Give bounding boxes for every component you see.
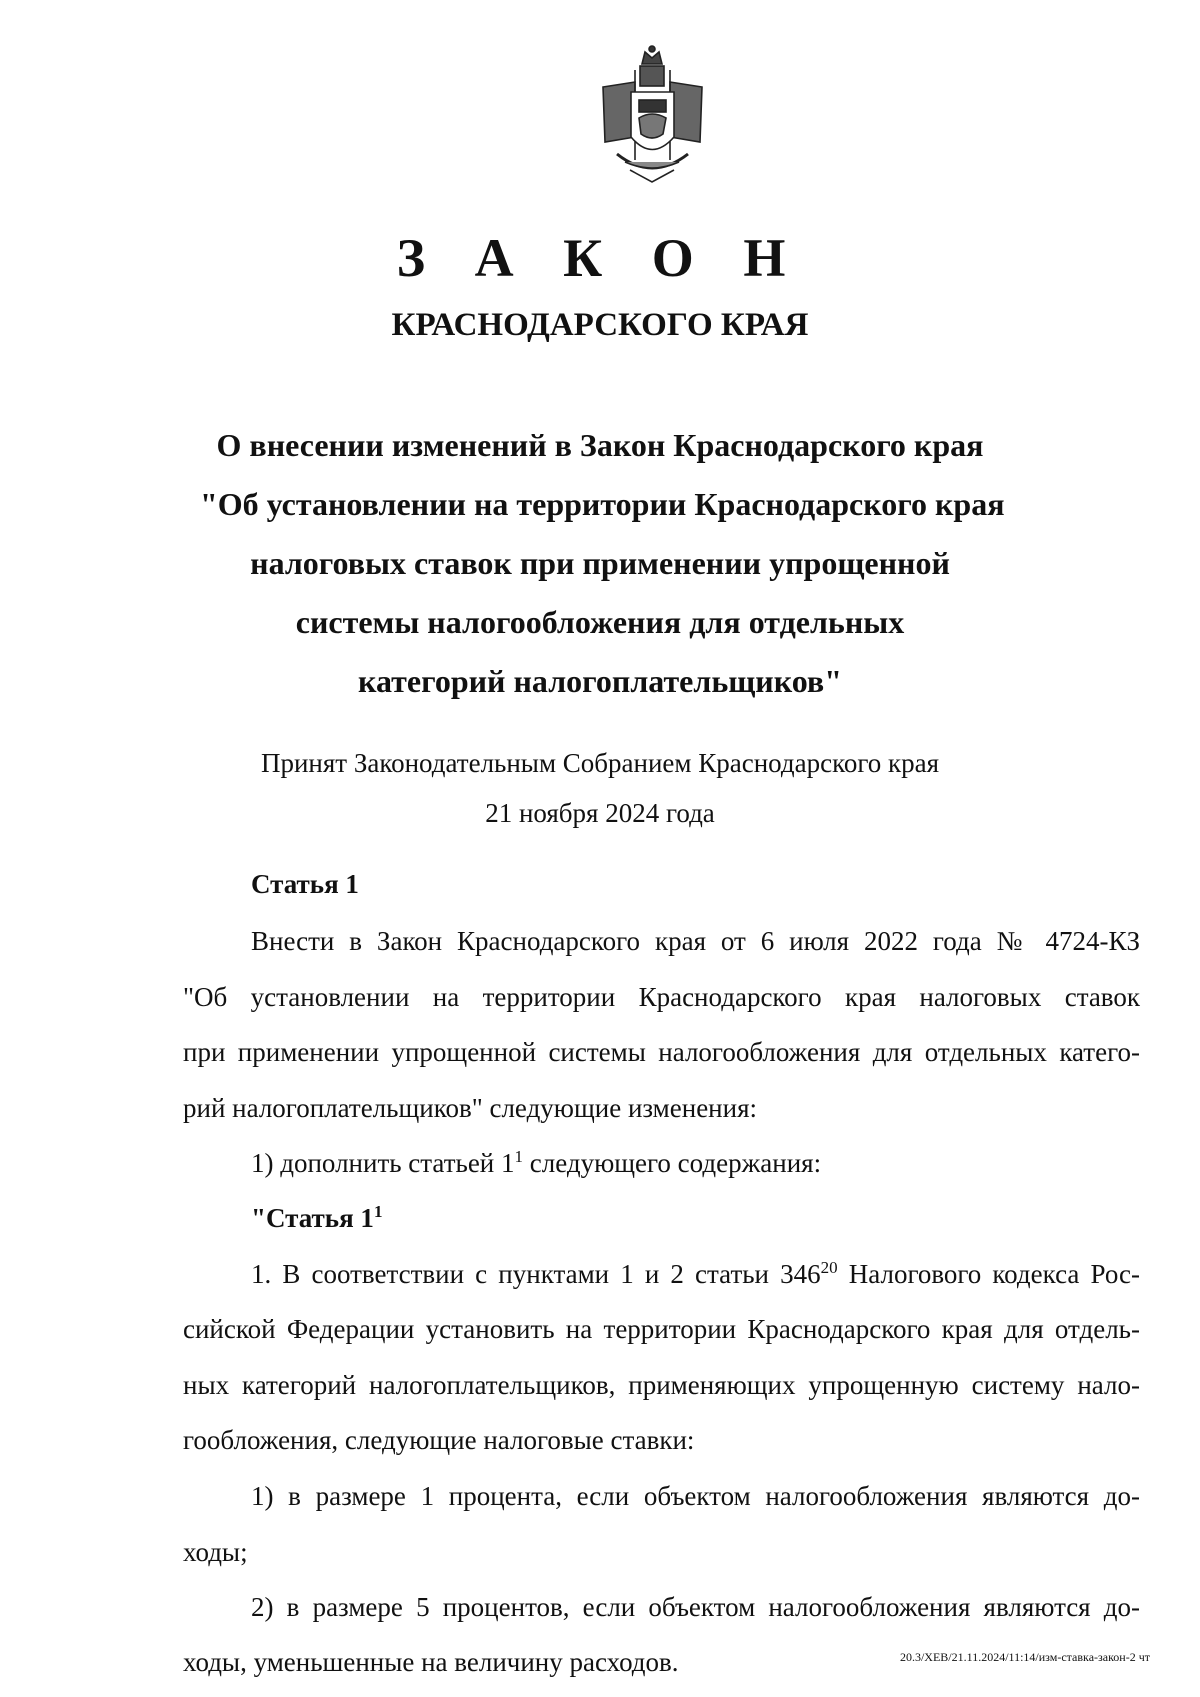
rate-item: ходы; [183, 1537, 248, 1567]
paragraph-line: при применении упрощенной системы налогообложения для отдельных катего- [183, 1037, 1140, 1067]
law-title-line: "Об установлении на территории Краснодарского края [200, 486, 1005, 522]
superscript: 1 [514, 1147, 524, 1166]
superscript: 20 [820, 1258, 838, 1277]
document-type-title: З А К О Н [396, 228, 804, 288]
amendment-item [183, 1147, 1140, 1179]
rate-item: 2) в размере 5 процентов, если объектом налогообложения являются до- [251, 1592, 1140, 1622]
adoption-note [0, 738, 1200, 838]
coat-of-arms-icon [595, 42, 710, 192]
adoption-date: 21 ноября 2024 года [485, 798, 715, 828]
document-code: 20.3/ХЕВ/21.11.2024/11:14/изм-ставка-закон-2 чт [899, 1650, 1150, 1664]
point-text: 1. В соответствии с пунктами 1 и 2 статьи 346 [251, 1259, 821, 1289]
article-heading: Статья 1 [251, 869, 359, 899]
paragraph-line: рий налогоплательщиков" следующие изменения: [183, 1093, 758, 1123]
rate-item: 1) в размере 1 процента, если объектом налогообложения являются до- [251, 1481, 1140, 1511]
point-text: Налогового кодекса Рос- [837, 1259, 1140, 1289]
amendment-item-text: 1) дополнить статьей 1 [251, 1148, 515, 1178]
superscript: 1 [373, 1202, 383, 1221]
paragraph-line: Внести в Закон Краснодарского края от 6 июля 2022 года № 4724-КЗ [251, 926, 1140, 956]
law-title [200, 416, 1005, 711]
point-line [183, 1258, 1140, 1290]
rate-item: ходы, уменьшенные на величину расходов. [183, 1647, 679, 1677]
law-title-line: О внесении изменений в Закон Краснодарского края [216, 427, 984, 463]
point-line: ных категорий налогоплательщиков, применяющих упрощенную систему нало- [183, 1370, 1140, 1400]
amendment-item-text: следующего содержания: [523, 1148, 822, 1178]
new-article-heading [183, 1202, 1140, 1234]
point-line: гообложения, следующие налоговые ставки: [183, 1425, 695, 1455]
paragraph-line: "Об установлении на территории Краснодарского края налоговых ставок [183, 982, 1140, 1012]
law-title-line: системы налогообложения для отдельных [295, 604, 905, 640]
new-article-heading-text: "Статья 1 [251, 1203, 374, 1233]
adoption-body: Принят Законодательным Собранием Краснодарского края [260, 748, 940, 778]
region-title: КРАСНОДАРСКОГО КРАЯ [391, 307, 809, 343]
law-title-line: категорий налогоплательщиков" [358, 663, 842, 699]
point-line: сийской Федерации установить на территории Краснодарского края для отдель- [183, 1314, 1140, 1344]
law-title-line: налоговых ставок при применении упрощенной [250, 545, 950, 581]
